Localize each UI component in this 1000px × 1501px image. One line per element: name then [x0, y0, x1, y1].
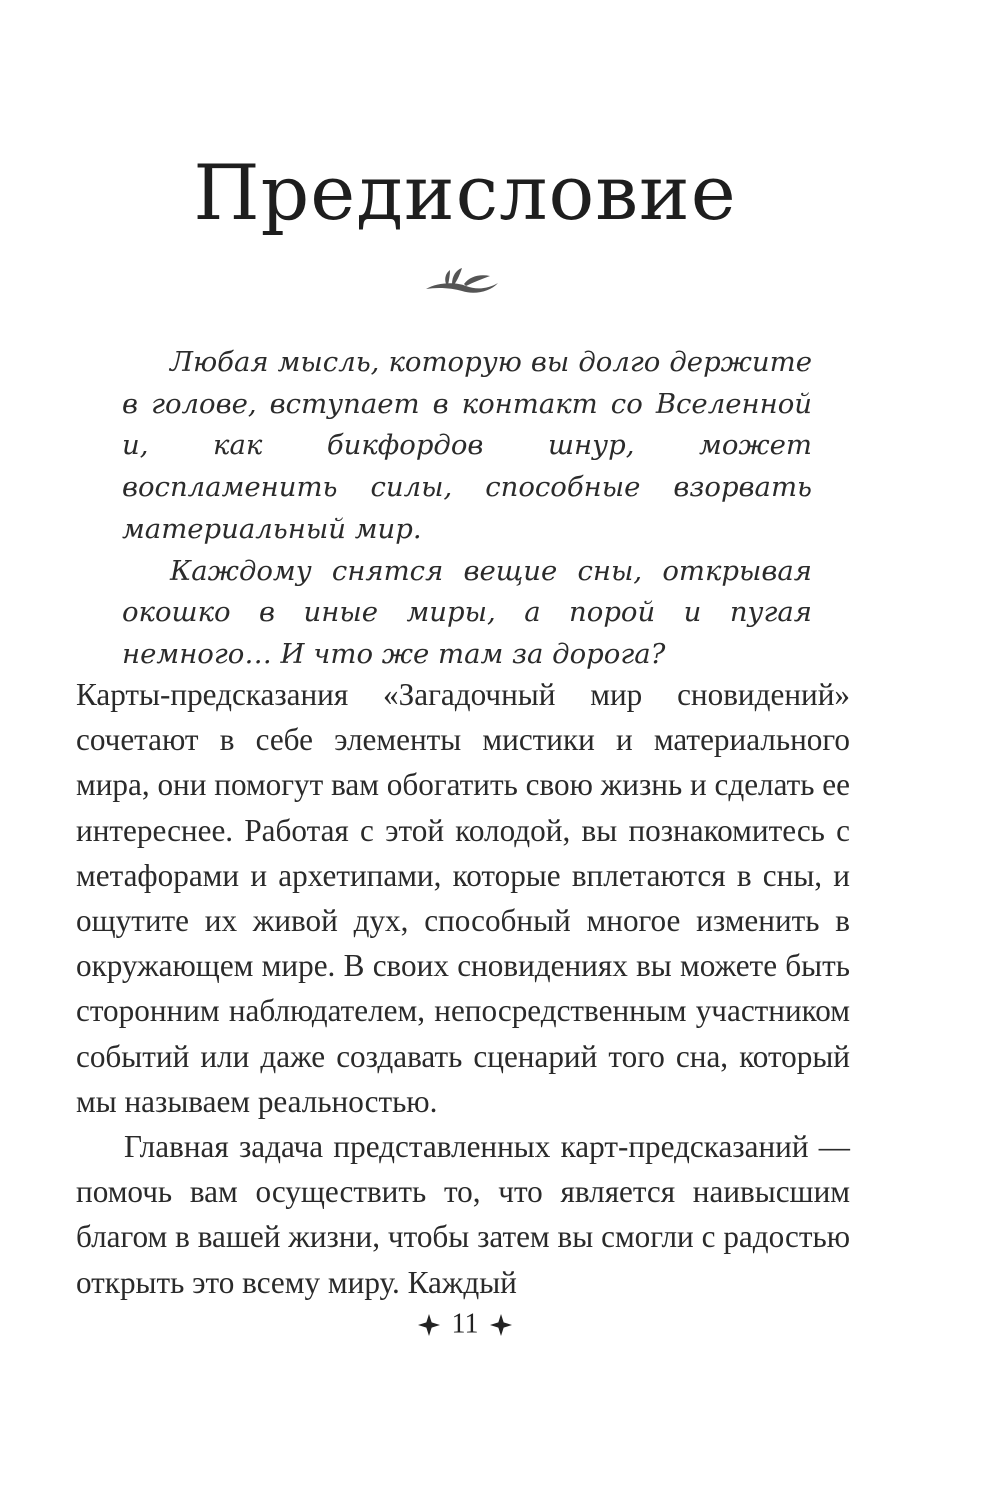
four-point-star-icon	[490, 1314, 512, 1336]
body-paragraph: Карты-предсказания «Загадочный мир сновидений» сочетают в себе элементы мистики и материального мира, они помогут вам обогатить свою жизнь и сделать ее интереснее. Работая с этой колодой, вы познакомитесь с метафорами и архетипами, которые вплетаются в сны, и ощутите их живой дух, способный многое изменить в окружающем мире. В своих сновидениях вы можете быть сторонним наблюдателем, непосредственным участником событий или даже создавать сценарий того сна, который мы называем реальностью.	[76, 677, 850, 1119]
page-folio	[0, 1307, 930, 1341]
floral-ornament-icon	[422, 262, 502, 298]
body-paragraph: Главная задача представленных карт-предсказаний — помочь вам осуществить то, что является наивысшим благом в вашей жизни, чтобы затем вы смогли с радостью открыть это всему миру. Каждый	[76, 1129, 850, 1300]
body-text	[76, 672, 850, 1305]
epigraph	[122, 342, 812, 676]
four-point-star-icon	[418, 1314, 440, 1336]
epigraph-paragraph: Любая мысль, которую вы долго держите в голове, вступает в контакт со Вселенной и, как бикфордов шнур, может воспламенить силы, способные взорвать материальный мир.	[122, 346, 812, 545]
chapter-title: Предисловие	[193, 148, 737, 237]
epigraph-paragraph: Каждому снятся вещие сны, открывая окошко в иные миры, а порой и пугая немного… И что же там за дорога?	[122, 554, 812, 670]
page-number: 11	[451, 1308, 479, 1340]
